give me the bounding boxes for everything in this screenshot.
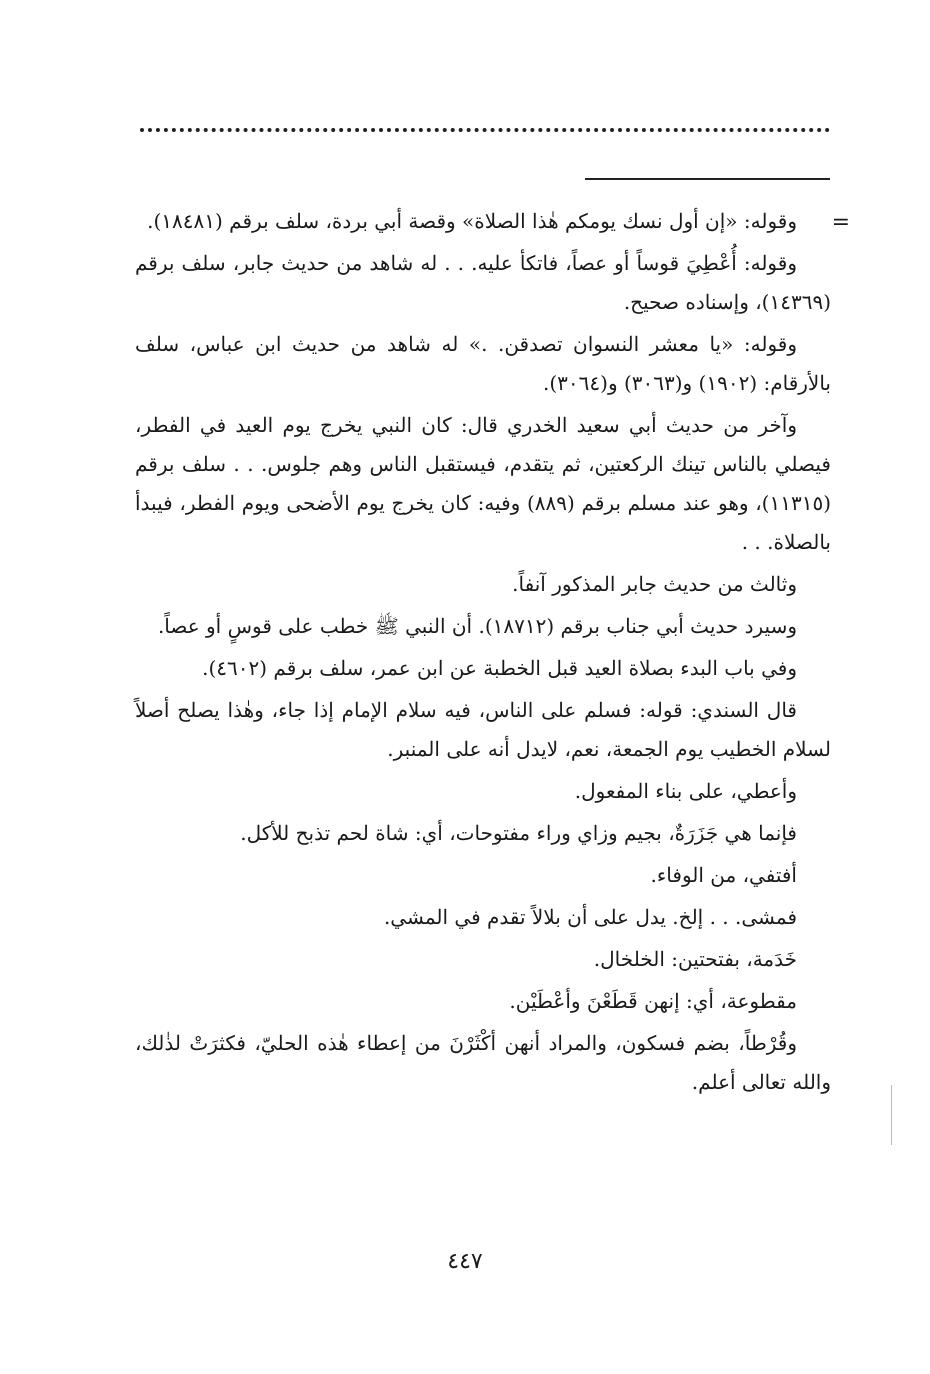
footnote-rule: [585, 178, 830, 180]
margin-mark: [891, 1085, 892, 1145]
footnote-paragraph: فإنما هي جَزَرَةٌ، بجيم وزاي وراء مفتوحات، أي: شاة لحم تذبح للأكل.: [240, 821, 797, 845]
footnote-paragraph: أفتفي، من الوفاء.: [650, 863, 797, 887]
footnote-paragraph: فمشى. . . إلخ. يدل على أن بلالاً تقدم في المشي.: [383, 905, 797, 929]
footnote-body: [135, 202, 831, 1105]
footnote-paragraph: وقوله: «يا معشر النسوان تصدقن. .» له شاهد من حديث ابن عباس، سلف بالأرقام: (١٩٠٢) و(٣٠٦٣) و(٣٠٦٤).: [135, 332, 831, 395]
page-number: ٤٤٧: [447, 1249, 483, 1274]
footnote-paragraph: وقوله: أُعْطِيَ قوساً أو عصاً، فاتكأ عليه. . . له شاهد من حديث جابر، سلف برقم (١٤٣٦٩)، وإسناده صحيح.: [135, 251, 831, 314]
footnote-paragraph: وقُرْطاً، بضم فسكون، والمراد أنهن أكْثَرْنَ من إعطاء هٰذه الحليّ، فكثرَتْ لذٰلك، والله تعالى أعلم.: [135, 1031, 831, 1094]
footnote-paragraph: وفي باب البدء بصلاة العيد قبل الخطبة عن ابن عمر، سلف برقم (٤٦٠٢).: [202, 656, 797, 680]
footnote-paragraph: خَدَمة، بفتحتين: الخلخال.: [593, 947, 797, 971]
dotted-separator: [140, 128, 830, 148]
continuation-mark: =: [831, 210, 850, 235]
footnote-paragraph: وقوله: «إن أول نسك يومكم هٰذا الصلاة» وقصة أبي بردة، سلف برقم (١٨٤٨١).: [147, 209, 797, 233]
footnote-paragraph: وسيرد حديث أبي جناب برقم (١٨٧١٢). أن النبي ﷺ خطب على قوسٍ أو عصاً.: [157, 614, 797, 638]
footnote-paragraph: وثالث من حديث جابر المذكور آنفاً.: [512, 572, 797, 596]
footnote-paragraph: وأعطي، على بناء المفعول.: [574, 779, 797, 803]
footnote-paragraph: مقطوعة، أي: إنهن قَطَعْنَ وأعْطَيْن.: [509, 989, 797, 1013]
footnote-paragraph: وآخر من حديث أبي سعيد الخدري قال: كان النبي يخرج يوم العيد في الفطر، فيصلي بالناس تينك الركعتين، ثم يتقدم، فيستقبل الناس وهم جلوس. . . سلف برقم (١١٣١٥)، وهو عند مسلم برقم (٨٨٩) وفيه: كان يخرج يوم الأضحى ويوم الفطر، فيبدأ بالصلاة. . .: [135, 413, 831, 554]
footnote-paragraph: قال السندي: قوله: فسلم على الناس، فيه سلام الإمام إذا جاء، وهٰذا يصلح أصلاً لسلام الخطيب يوم الجمعة، نعم، لايدل أنه على المنبر.: [135, 698, 831, 761]
